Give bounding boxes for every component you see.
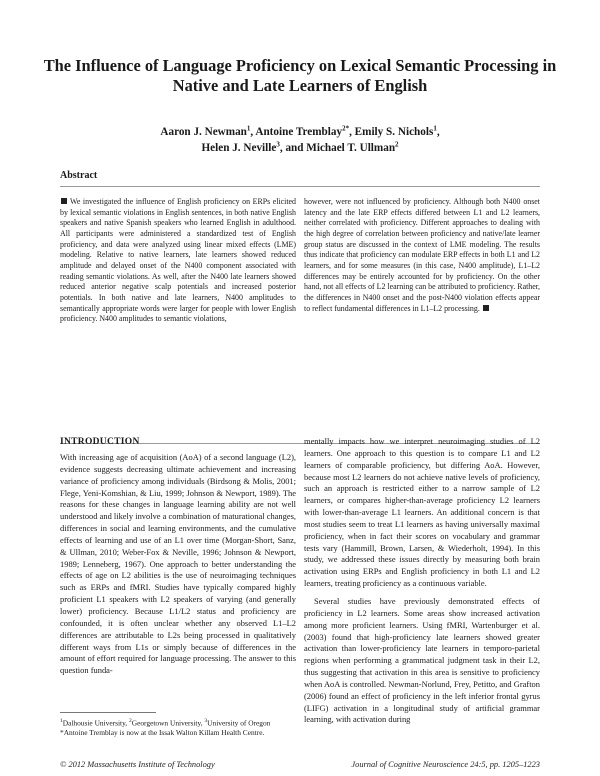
affiliation-marker: 3 [276, 140, 280, 149]
author-name: , and Michael T. Ullman [279, 142, 396, 154]
paragraph: With increasing age of acquisition (AoA) of a second language (L2), evidence suggests decreasing ultimate achievement and increasing variance of proficiency among individuals (Birdsong & Molis, 2001; Flege, Yeni-Komshian, & Liu, 1999; Johnson & Newport, 1989). The reasons for these changes in language learning ability are not well understood and likely involve a combination of maturational changes, differences in social and learning environments, and the cumulative effects of learning and use of an L1 over time (Morgan-Short, Sanz, & Ullman, 2010; Weber-Fox & Neville, 1996; Johnson & Newport, 1989; Lenneberg, 1967). One approach to better understanding the effects of age on L2 abilities is the use of neuroimaging techniques such as ERPs and fMRI. Studies have typically compared highly proficient L1 speakers with L2 speakers of varying (and generally lower) proficiency. Because L1/L2 status and proficiency are confounded, it is often unclear whether any observed L1–L2 differences are attributable to L2s being processed in qualitatively different ways from L1s or simply because of differences in the amount of effort required for language processing. The answer to this question funda- [60, 452, 296, 676]
author-separator: , [436, 126, 440, 138]
footnote-affiliations [60, 716, 296, 728]
abstract-box [60, 186, 540, 444]
affiliation-marker: 1 [433, 124, 437, 133]
square-bullet-icon [61, 198, 67, 204]
body-column-left [60, 436, 296, 677]
author-list [60, 124, 540, 156]
abstract-text-right: however, were not influenced by proficiency. Although both N400 onset latency and the late ERP effects differed between L1 and L2 learners, neither correlated with proficiency. Different approaches to dealing with the high degree of correlation between proficiency and native/late learner group status are discussed in the context of LME modeling. The results thus indicate that proficiency can modulate ERP effects in both L1 and L2 learners, and for some measures (in this case, N400 amplitude), L1–L2 differences may be entirely accounted for by proficiency. On the other hand, not all effects of L2 learning can be attributed to proficiency. Rather, the differences in N400 onset and the post-N400 violation effects appear to reflect fundamental differences in L1–L2 processing. [304, 197, 540, 313]
affiliation: Dalhousie University, [62, 718, 129, 728]
affiliation-marker: 1 [60, 718, 63, 724]
affiliation: University of Oregon [207, 718, 271, 728]
paragraph: mentally impacts how we interpret neuroimaging studies of L2 learners. One approach to this question is to compare L1 and L2 learners of comparable proficiency, but differing AoA. However, because most L2 learners do not achieve native levels of proficiency, such an approach is restricted either to a narrow sample of L2 learners, or compares higher-than-average proficiency L2 learners with lower-than-average L1 learners. An additional concern is that most studies seem to treat L1 learners as having universally maximal proficiency, when in fact their scores on vocabulary and grammar tests vary (Hammill, Brown, Larsen, & Wiederholt, 1994). In this study, we addressed these issues directly by measuring both brain activation using ERPs and English proficiency in both L1 and L2 learners, treating proficiency as a continuous variable. [304, 436, 540, 589]
footnote-divider [60, 712, 156, 713]
author-name: Helen J. Neville [201, 142, 277, 154]
author-name: , Emily S. Nichols [349, 126, 434, 138]
author-name: Aaron J. Newman [160, 126, 247, 138]
abstract-text-left: We investigated the influence of English proficiency on ERPs elicited by lexical semantic violations in English sentences, in both native English speakers and native Spanish speakers who learned English in adulthood. All participants were administered a standardized test of English proficiency, and data were analyzed using linear mixed effects (LME) modeling. Relative to native learners, late learners showed reduced amplitude and delayed onset of the N400 component associated with reading semantic violations. As well, after the N400 late learners showed reduced anterior negative scalp potentials and increased posterior potentials. In both native and late learners, N400 amplitudes to semantically appropriate words were larger for people with lower English proficiency. N400 amplitudes to semantic violations, [60, 197, 296, 324]
affiliation-marker: 2 [395, 140, 399, 149]
end-square-icon [483, 305, 489, 311]
journal-citation: Journal of Cognitive Neuroscience 24:5, pp. 1205–1223 [351, 760, 540, 769]
affiliation-marker: 3 [204, 718, 208, 724]
abstract-column-right [304, 197, 540, 314]
author-name: , Antoine Tremblay [250, 126, 343, 138]
affiliation-marker: 2 [128, 718, 132, 724]
affiliation-marker: 1 [246, 124, 251, 133]
paragraph: Several studies have previously demonstrated effects of proficiency in L2 learners. Some areas show increased activation among more proficient learners. Using fMRI, Wartenburger et al. (2003) found that high-proficiency late learners showed greater activation than lower-proficiency late learners in temporo-parietal regions when performing a grammatical judgment task in their L2, thus suggesting that activation in this area is sensitive to proficiency when AoA is controlled. Newman-Norlund, Frey, Petitto, and Grafton (2006) found an effect of proficiency in the left inferior frontal gyrus (LIFG) activation in a longitudinal study of artificial grammar learning, with activation during [304, 595, 540, 725]
footnotes [60, 716, 296, 738]
abstract-column-left [60, 197, 296, 325]
footnote-note: *Antoine Tremblay is now at the Issak Walton Killam Health Centre. [60, 728, 265, 738]
paper-title: The Influence of Language Proficiency on Lexical Semantic Processing in Native and Late Learners of English [43, 56, 557, 95]
affiliation-marker: 2* [342, 124, 350, 133]
section-heading: INTRODUCTION [60, 437, 140, 447]
body-column-right [304, 436, 540, 726]
abstract-heading: Abstract [60, 170, 98, 181]
copyright-footer: © 2012 Massachusetts Institute of Technology [60, 760, 215, 769]
affiliation: Georgetown University, [131, 718, 205, 728]
